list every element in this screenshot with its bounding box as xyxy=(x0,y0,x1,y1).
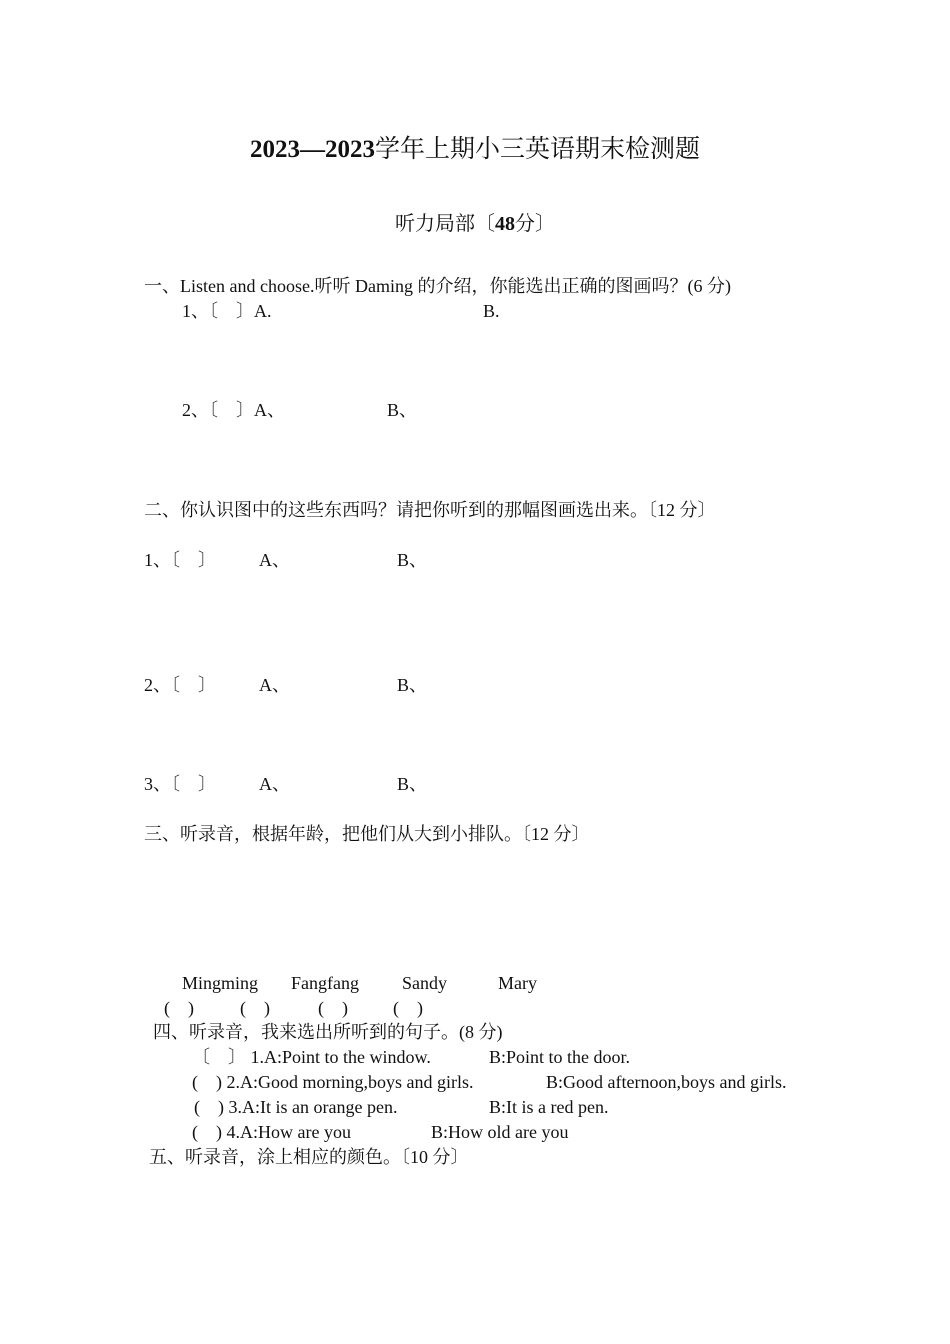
subtitle-points: 48 xyxy=(495,213,515,235)
section2-item-3-number: 3、〔 〕 xyxy=(144,774,216,794)
section4-item-2-option-a: ( ) 2.A:Good morning,boys and girls. xyxy=(192,1072,474,1092)
subtitle-suffix: 分〕 xyxy=(515,213,555,235)
section2-item-2-option-b: B、 xyxy=(397,675,428,695)
section3-heading: 三、听录音，根据年龄，把他们从大到小排队。〔12 分〕 xyxy=(144,824,590,844)
section1-q1-option-b: B. xyxy=(483,301,500,321)
answer-blank: ( ) xyxy=(318,998,348,1018)
section2-item-2-number: 2、〔 〕 xyxy=(144,675,216,695)
section2-item-3-option-a: A、 xyxy=(259,774,290,794)
section2-item-1-option-a: A、 xyxy=(259,550,290,570)
answer-blank: ( ) xyxy=(164,998,194,1018)
page-title xyxy=(0,137,950,162)
answer-blank: ( ) xyxy=(393,998,423,1018)
section-subtitle xyxy=(0,214,950,234)
name-mingming: Mingming xyxy=(182,973,259,993)
section2-heading: 二、你认识图中的这些东西吗？请把你听到的那幅图画选出来。〔12 分〕 xyxy=(144,500,716,520)
name-fangfang: Fangfang xyxy=(291,973,359,993)
section4-item-3-option-b: B:It is a red pen. xyxy=(489,1097,609,1117)
section2-item-1-option-b: B、 xyxy=(397,550,428,570)
subtitle-prefix: 听力局部〔 xyxy=(395,213,495,235)
section1-q2-option-b: B、 xyxy=(387,400,418,420)
name-sandy: Sandy xyxy=(402,973,447,993)
section2-item-2-option-a: A、 xyxy=(259,675,290,695)
name-mary: Mary xyxy=(498,973,537,993)
answer-blank: ( ) xyxy=(240,998,270,1018)
section4-item-4-option-b: B:How old are you xyxy=(431,1122,569,1142)
section4-item-1-option-b: B:Point to the door. xyxy=(489,1047,631,1067)
section5-heading: 五、听录音，涂上相应的颜色。〔10 分〕 xyxy=(149,1147,469,1167)
section4-item-3-option-a: ( ) 3.A:It is an orange pen. xyxy=(194,1097,398,1117)
section2-item-3-option-b: B、 xyxy=(397,774,428,794)
section4-heading: 四、听录音，我来选出所听到的句子。(8 分) xyxy=(153,1022,503,1042)
section2-item-1-number: 1、〔 〕 xyxy=(144,550,216,570)
section4-item-4-option-a: ( ) 4.A:How are you xyxy=(192,1122,351,1142)
section1-heading: 一、Listen and choose.听听 Daming 的介绍，你能选出正确的图画吗？(6 分) xyxy=(144,276,731,296)
section1-q2-number: 2、〔 〕A、 xyxy=(182,400,285,420)
title-text: 学年上期小三英语期末检测题 xyxy=(374,136,700,163)
title-years: 2023—2023 xyxy=(249,136,375,163)
section4-item-1-option-a: 〔 〕 1.A:Point to the window. xyxy=(192,1047,431,1067)
section4-item-2-option-b: B:Good afternoon,boys and girls. xyxy=(546,1072,787,1092)
section1-q1-number: 1、〔 〕A. xyxy=(182,301,272,321)
